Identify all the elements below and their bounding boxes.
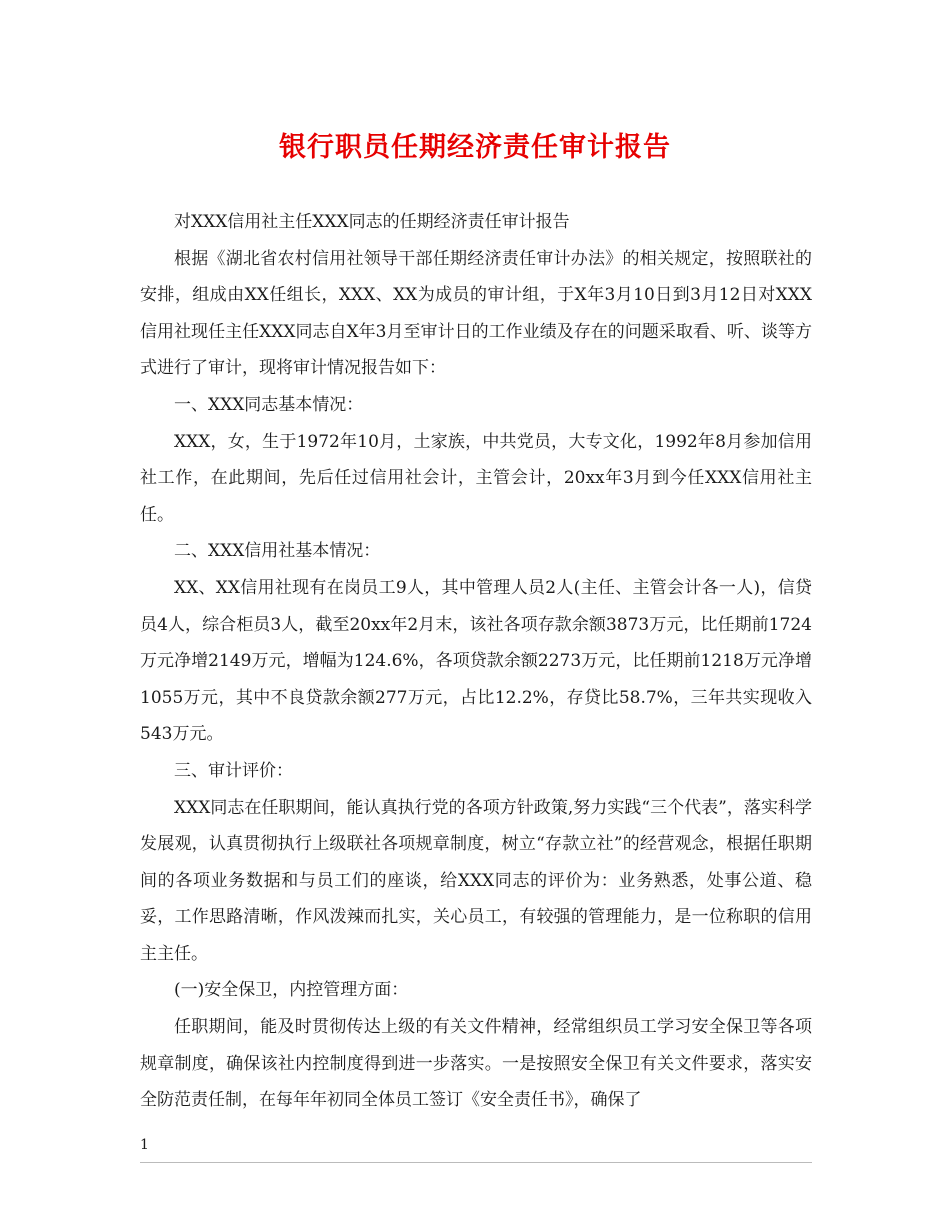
paragraph-basic-info: XXX，女，生于1972年10月，土家族，中共党员，大专文化，1992年8月参加信用社工作，在此期间，先后任过信用社会计，主管会计，20xx年3月到今任XXX信用社主任。	[140, 431, 812, 525]
footer-divider	[140, 1162, 812, 1163]
document-title: 银行职员任期经济责任审计报告	[279, 132, 671, 163]
paragraph-heading-line: 对XXX信用社主任XXX同志的任期经济责任审计报告	[174, 212, 570, 232]
paragraph-credit-union: XX、XX信用社现有在岗员工9人，其中管理人员2人(主任、主管会计各一人)，信贷员4人，综合柜员3人，截至20xx年2月末，该社各项存款余额3873万元，比任期前1724万元净增2149万元，增幅为124.6%，各项贷款余额2273万元，比任期前1218万元净增1055万元，其中不良贷款余额277万元，占比12.2%，存贷比58.7%，三年共实现收入543万元。	[140, 577, 812, 745]
page-number: 1	[140, 1137, 149, 1153]
section-heading-basic-info: 一、XXX同志基本情况：	[174, 394, 364, 415]
subsection-heading-security: (一)安全保卫，内控管理方面：	[174, 980, 409, 1001]
section-heading-credit-union: 二、XXX信用社基本情况：	[174, 541, 381, 562]
paragraph-security: 任职期间，能及时贯彻传达上级的有关文件精神，经常组织员工学习安全保卫等各项规章制度，确保该社内控制度得到进一步落实。一是按照安全保卫有关文件要求，落实安全防范责任制，在每年年初同全体员工签订《安全责任书》，确保了	[140, 1017, 812, 1111]
section-heading-evaluation: 三、审计评价：	[174, 760, 293, 781]
paragraph-intro: 根据《湖北省农村信用社领导干部任期经济责任审计办法》的相关规定，按照联社的安排，组成由XX任组长，XXX、XX为成员的审计组，于X年3月10日到3月12日对XXX信用社现任主任XXX同志自X年3月至审计日的工作业绩及存在的问题采取看、听、谈等方式进行了审计，现将审计情况报告如下：	[140, 248, 812, 379]
paragraph-evaluation: XXX同志在任职期间，能认真执行党的各项方针政策,努力实践“三个代表”，落实科学发展观，认真贯彻执行上级联社各项规章制度，树立“存款立社”的经营观念，根据任职期间的各项业务数据和与员工们的座谈，给XXX同志的评价为：业务熟悉，处事公道、稳妥，工作思路清晰，作风泼辣而扎实，关心员工，有较强的管理能力，是一位称职的信用主主任。	[140, 797, 812, 964]
document-body	[140, 204, 812, 1119]
